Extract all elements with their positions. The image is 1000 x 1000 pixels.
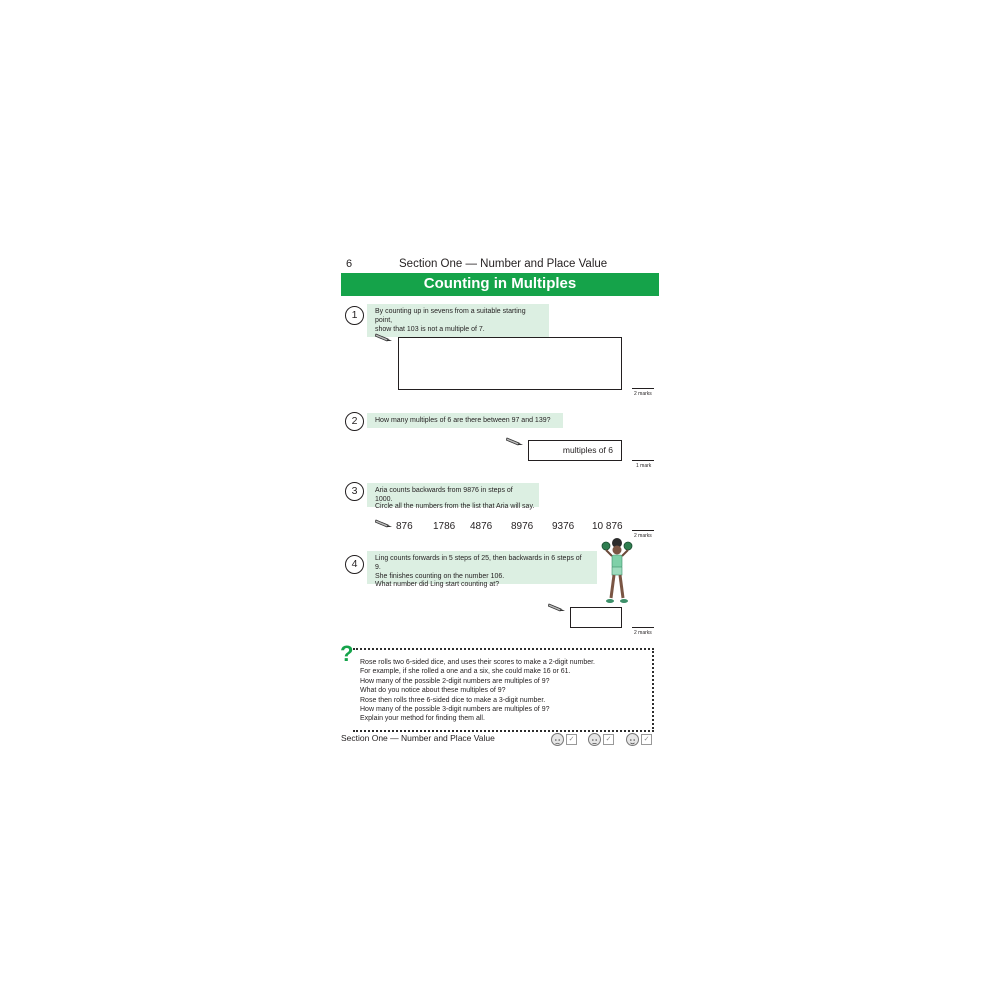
question-1-line-1: By counting up in sevens from a suitable starting point, (375, 308, 526, 324)
marks-line (632, 460, 654, 461)
page-number: 6 (346, 258, 353, 270)
option-number[interactable]: 4876 (470, 521, 493, 532)
marks-line (632, 627, 654, 628)
page-title: Counting in Multiples (423, 275, 577, 292)
answer-suffix: multiples of 6 (562, 445, 613, 455)
option-number[interactable]: 1786 (433, 521, 456, 532)
weightlifter-illustration (598, 536, 636, 606)
pencil-icon (506, 436, 524, 446)
option-number[interactable]: 10 876 (592, 521, 623, 532)
question-number-3: 3 (345, 482, 364, 501)
question-3-instruction: Circle all the numbers from the list that Aria will say. (375, 503, 535, 510)
question-mark-icon: ? (340, 641, 354, 666)
challenge-line: How many of the possible 2-digit numbers are multiples of 9? (360, 678, 550, 685)
challenge-line: Rose then rolls three 6-sided dice to make a 3-digit number. (360, 697, 546, 704)
challenge-line: What do you notice about these multiples of 9? (360, 687, 506, 694)
challenge-line: Rose rolls two 6-sided dice, and uses their scores to make a 2-digit number. (360, 659, 596, 666)
question-4-line-1: Ling counts forwards in 5 steps of 25, then backwards in 6 steps of 9. (375, 555, 582, 571)
happy-face-icon (626, 733, 639, 746)
question-1-prompt (367, 304, 549, 337)
question-1-marks: 2 marks (634, 391, 652, 397)
footer-section-label: Section One — Number and Place Value (341, 733, 495, 743)
question-3-marks: 2 marks (634, 533, 652, 539)
marks-line (632, 388, 654, 389)
pencil-icon (375, 518, 393, 528)
pencil-icon (375, 332, 393, 342)
question-1-answer-box[interactable] (398, 337, 622, 390)
challenge-line: For example, if she rolled a one and a six, she could make 16 or 61. (360, 668, 571, 675)
question-4-answer-box[interactable] (570, 607, 622, 628)
question-1-line-2: show that 103 is not a multiple of 7. (375, 326, 485, 333)
question-2-line-1: How many multiples of 6 are there between 97 and 139? (375, 417, 551, 424)
challenge-line: Explain your method for finding them all. (360, 715, 485, 722)
option-number[interactable]: 9376 (552, 521, 575, 532)
question-3-line-1: Aria counts backwards from 9876 in steps of 1000. (375, 487, 513, 503)
question-2-prompt (367, 413, 563, 428)
tick-box-icon[interactable]: ✓ (603, 734, 614, 745)
question-4-instruction: What number did Ling start counting at? (375, 581, 500, 588)
question-4-line-2: She finishes counting on the number 106. (375, 573, 505, 580)
number-options (396, 521, 636, 535)
question-4-marks: 2 marks (634, 630, 652, 636)
pencil-icon (548, 602, 566, 612)
challenge-line: How many of the possible 3-digit numbers are multiples of 9? (360, 706, 550, 713)
section-title: Section One — Number and Place Value (399, 258, 608, 270)
question-2-marks: 1 mark (636, 463, 652, 469)
title-banner (341, 273, 659, 296)
challenge-box (353, 648, 654, 732)
sad-face-icon (551, 733, 564, 746)
neutral-face-icon (588, 733, 601, 746)
option-number[interactable]: 876 (396, 521, 413, 532)
question-number-1: 1 (345, 306, 364, 325)
question-2-answer-box[interactable] (528, 440, 622, 461)
question-number-2: 2 (345, 412, 364, 431)
option-number[interactable]: 8976 (511, 521, 534, 532)
question-number-4: 4 (345, 555, 364, 574)
marks-line (632, 530, 654, 531)
tick-box-icon[interactable]: ✓ (641, 734, 652, 745)
tick-box-icon[interactable]: ✓ (566, 734, 577, 745)
